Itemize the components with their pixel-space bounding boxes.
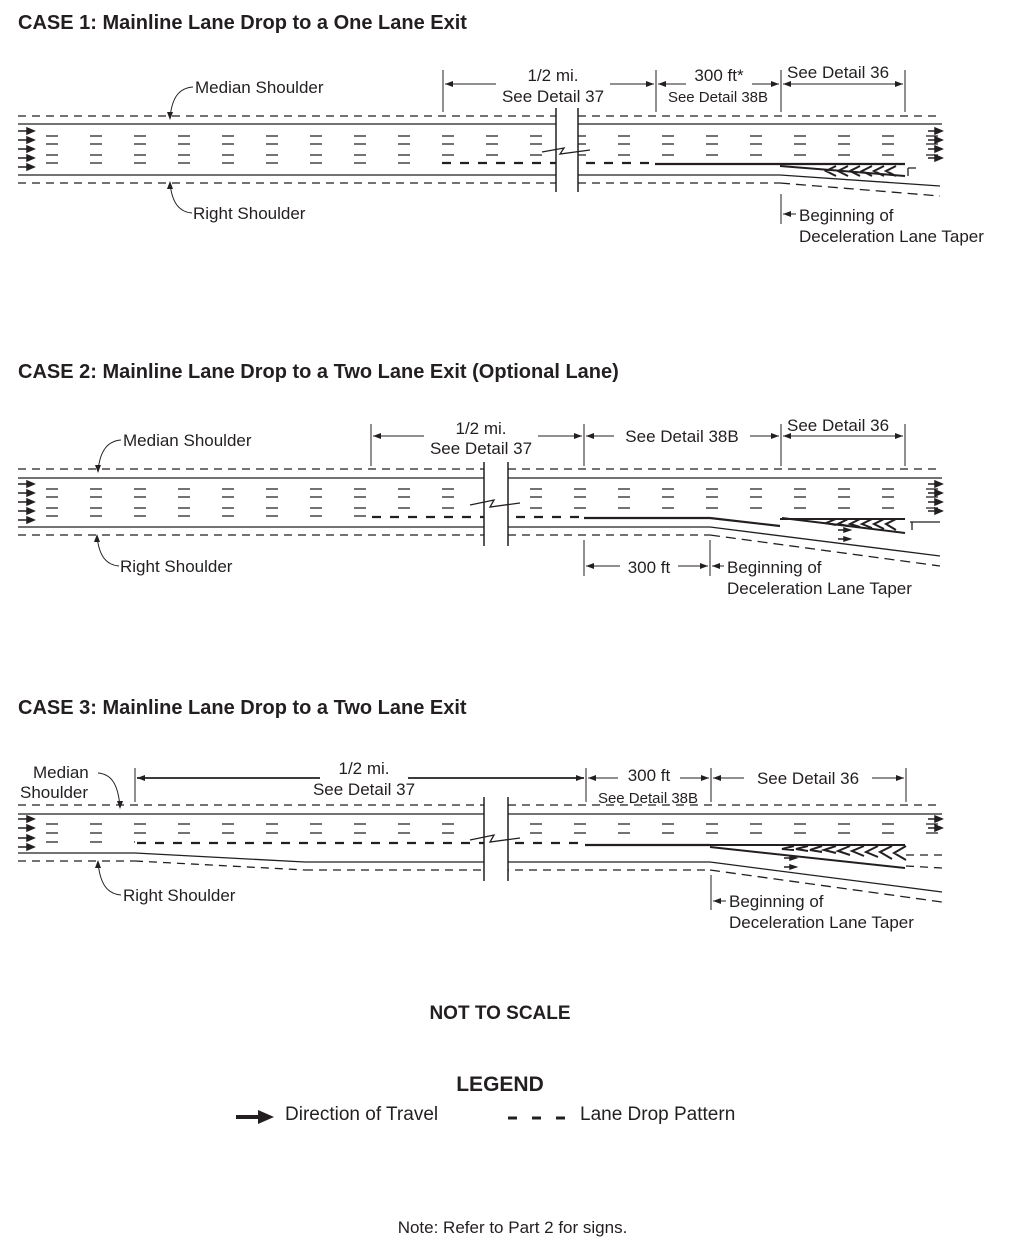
case2-taper-label-2: Deceleration Lane Taper [727,579,912,598]
case3-median-label-2: Shoulder [20,783,89,802]
case1-median-shoulder-label: Median Shoulder [195,78,324,97]
case1-title: CASE 1: Mainline Lane Drop to a One Lane Exit [18,12,467,34]
case2-right-shoulder-label: Right Shoulder [120,557,233,576]
legend-lane-drop-label: Lane Drop Pattern [580,1104,736,1125]
case1-detail38b-label: See Detail 38B [667,89,769,106]
case1-taper-label-1: Beginning of [799,206,894,225]
case1-half-mile-label: 1/2 mi. [527,66,579,85]
case3-detail36-label: See Detail 36 [756,769,860,788]
not-to-scale-label: NOT TO SCALE [429,1003,571,1024]
case1-300ft-label: 300 ft* [694,66,744,85]
case2-taper-label-1: Beginning of [727,558,822,577]
case3-median-label-1: Median [33,763,89,782]
case2-half-mile-label: 1/2 mi. [455,419,507,438]
case2-median-shoulder-label: Median Shoulder [123,431,252,450]
travel-arrows-left [18,128,34,170]
exit-arrows [784,856,796,869]
travel-arrows-left [18,481,34,523]
case2-detail38b-label: See Detail 38B [625,427,739,446]
case2-detail37-label: See Detail 37 [429,439,533,458]
case3-300ft-label: 300 ft [627,766,671,785]
case3-detail37-label: See Detail 37 [312,780,416,799]
exit-arrows [838,528,850,541]
case3-title: CASE 3: Mainline Lane Drop to a Two Lane Exit [18,697,467,719]
arrow-right-icon [234,1107,278,1127]
case1-taper-label-2: Deceleration Lane Taper [799,227,984,246]
case1-detail37-label: See Detail 37 [501,87,605,106]
case1-detail36-label: See Detail 36 [787,63,890,82]
case2-300ft-label: 300 ft [627,558,671,577]
case2-detail36-label: See Detail 36 [787,416,890,435]
legend-direction-label: Direction of Travel [285,1104,439,1125]
case3-half-mile-label: 1/2 mi. [338,759,390,778]
case3-taper-label-2: Deceleration Lane Taper [729,913,914,932]
case3-taper-label-1: Beginning of [729,892,824,911]
case3-detail38b-label: See Detail 38B [597,790,699,807]
dash-pattern-icon [506,1107,570,1127]
legend-title: LEGEND [456,1073,544,1096]
note-text: Note: Refer to Part 2 for signs. [397,1218,628,1237]
travel-arrows-left [18,816,34,850]
case3-right-shoulder-label: Right Shoulder [123,886,236,905]
case2-title: CASE 2: Mainline Lane Drop to a Two Lane Exit (Optional Lane) [18,361,619,383]
case1-right-shoulder-label: Right Shoulder [193,204,306,223]
